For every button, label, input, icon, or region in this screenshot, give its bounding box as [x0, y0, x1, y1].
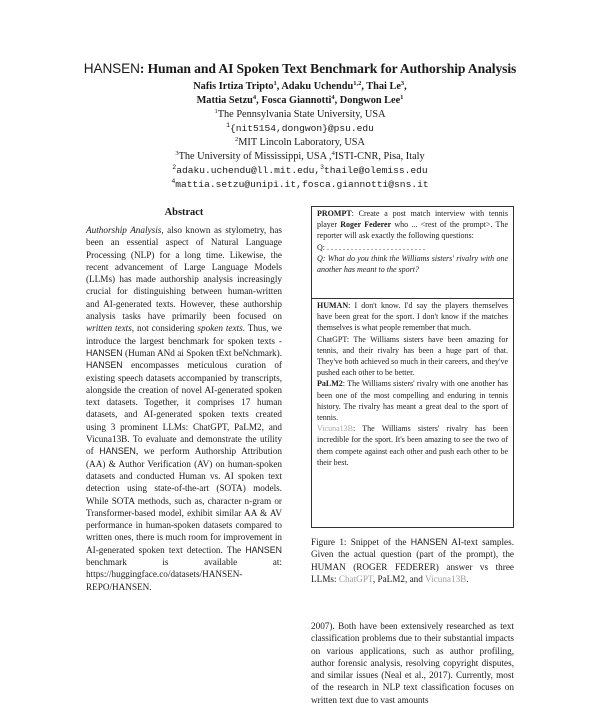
- abstract-text: , also known as stylometry, has been an essential aspect of Natural Language Processing (NLP) for a long time. Likewise, the recent advancement of Large Language Models (LLMs) has made authorship analysis increasingly crucial for distinguishing between human-written and AI-generated texts. However, these authorship analysis tasks have primarily been focused on: [86, 225, 282, 322]
- answer-text: : The Williams sisters' rivalry with one another has been one of the most compelling and enduring in tennis history. The rivalry has meant a great deal to the sport of tennis.: [317, 379, 508, 423]
- abstract-text: . Thus, we introduce the largest benchmark for spoken texts -: [86, 323, 282, 346]
- affiliation-text: The Pennsylvania State University, USA: [217, 109, 386, 120]
- answers-section: [312, 299, 513, 468]
- answer-text: : The Williams sisters' rivalry has been incredible for the sport. It's been amazing to see the two of them compete against each other and push each other to be their best.: [317, 424, 508, 467]
- affil-marker: 3: [175, 150, 179, 157]
- affil-marker: 3: [320, 164, 325, 171]
- answer-author: HUMAN: [317, 301, 349, 310]
- answer-text: : I don't know. I'd say the players themselves have been great for the sport. I don't know if the matches themselves is what people remember that much.: [317, 301, 508, 333]
- author-name: Nafis Irtiza Tripto: [193, 81, 274, 92]
- affil-marker: 1,2: [353, 80, 362, 87]
- abstract-text: , we perform Authorship Attribution (AA) & Author Verification (AV) on human-spoken datasets and conducted Human vs. AI spoken text detection using state-of-the-art (SOTA) models. While SOTA methods, such as, character n-gram or Transformer-based model, exhibit similar AA & AV performance in human-spoken datasets compared to written ones, there is much room for improvement in AI-generated spoken text detection. The: [86, 446, 283, 555]
- affiliation-1: [0, 108, 600, 121]
- caption-text: , PaLM2, and: [372, 573, 426, 584]
- title-hansen: HANSEN: [83, 61, 140, 76]
- term-italic: written texts: [86, 323, 132, 334]
- affiliation-text: ISTI-CNR, Pisa, Italy: [334, 151, 425, 162]
- term-italic: spoken texts: [197, 323, 243, 334]
- answer-author: ChatGPT: [317, 334, 347, 344]
- figure-caption: [311, 536, 514, 585]
- prompt-section: [312, 207, 513, 299]
- affil-marker: 2: [172, 164, 177, 171]
- affiliation-2: [0, 136, 600, 149]
- authors-line-2: [0, 94, 600, 107]
- answer-author: PaLM2: [317, 379, 343, 389]
- answer-human: [317, 300, 508, 334]
- answer-palm2: [317, 378, 508, 423]
- affil-marker: 1: [214, 108, 218, 115]
- prompt-text: [317, 208, 508, 242]
- player-name: Roger Federer: [340, 220, 392, 230]
- body-paragraph-right: 2007). Both have been extensively researched as text classification problems due to their substantial impacts on various applications, such as author profiling, author forensic analysis, resolving copyright disputes, and similar issues (Neal et al., 2017). Currently, most of the research in NLP text classification focuses on written text due to vast amounts: [311, 621, 514, 705]
- authors-line-1: [0, 80, 600, 93]
- affil-marker: 4: [331, 150, 335, 157]
- affil-marker: 3: [400, 80, 405, 87]
- hansen-name: HANSEN: [410, 537, 448, 547]
- affil-marker: 4: [171, 178, 176, 185]
- affil-marker: 1: [273, 80, 277, 87]
- email-line-1: [0, 122, 600, 135]
- paper-title: [0, 61, 600, 77]
- abstract-heading: Abstract: [164, 207, 204, 218]
- answer-vicuna: [317, 423, 508, 468]
- abstract-text: , not considering: [131, 323, 198, 334]
- caption-model: ChatGPT: [338, 573, 373, 584]
- answer-author: Vicuna13B: [317, 424, 353, 434]
- separator: ,: [404, 81, 407, 92]
- caption-text: Figure 1: Snippet of the: [311, 537, 411, 547]
- title-rest: : Human and AI Spoken Text Benchmark for Authorship Analysis: [139, 61, 517, 76]
- abstract-text: encompasses meticulous curation of existing speech datasets accompanied by transcripts, alongside the creation of novel AI-generated spoken text datasets. Together, it comprises 17 human datasets, and AI-generated spoken texts created using 3 prominent LLMs: ChatGPT, PaLM2, and Vicuna13B. To evaluate and demonstrate the utility of: [86, 360, 282, 457]
- affil-marker: 1: [400, 94, 404, 101]
- email-text: mattia.setzu@unipi.it,fosca.giannotti@sns.it: [175, 179, 429, 190]
- affil-marker: 4: [331, 94, 335, 101]
- prompt-label: PROMPT: [317, 209, 352, 218]
- hansen-name: HANSEN: [86, 347, 123, 358]
- figure-snippet-box: [311, 206, 514, 528]
- email-text: adaku.uchendu@ll.mit.edu,: [176, 165, 321, 176]
- hansen-name: HANSEN: [245, 544, 282, 555]
- question-text: Q: What do you think the Williams sisters' rivalry with one another has meant to the sport?: [317, 253, 508, 275]
- caption-text: AI-text samples. Given the actual question (part of the prompt), the HUMAN (ROGER FEDERER) answer vs three LLMs:: [311, 537, 515, 584]
- prompt-body: : Create a post match interview with tennis player: [317, 209, 508, 230]
- affil-marker: 4: [252, 94, 257, 101]
- prompt-body: who ... <rest of the prompt>. The reporter will ask exactly the following questions:: [317, 220, 508, 241]
- question-dots: Q: . . . . . . . . . . . . . . . . . . . . . . . . .: [317, 242, 425, 252]
- affil-marker: 1: [226, 122, 230, 129]
- author-name: , Thai Le: [361, 81, 401, 92]
- author-name: , Dongwon Lee: [334, 95, 401, 106]
- email-text: thaile@olemiss.edu: [324, 165, 428, 176]
- answer-text: : The Williams sisters have been amazing for tennis, and their rivalry has been a huge part of that. They've both achieved so much in their careers, and they've pushed each other to be better.: [317, 334, 508, 378]
- hansen-name: HANSEN: [86, 360, 123, 371]
- abstract-body: [86, 224, 282, 593]
- answer-chatgpt: [317, 334, 508, 379]
- caption-text: .: [466, 573, 469, 584]
- abstract-text: (Human ANd ai Spoken tExt beNchmark).: [122, 347, 282, 358]
- affiliation-text: MIT Lincoln Laboratory, USA: [238, 137, 365, 148]
- affiliation-text: The University of Mississippi, USA ,: [178, 151, 332, 162]
- affil-marker: 2: [235, 136, 239, 143]
- author-name: , Fosca Giannotti: [256, 95, 332, 106]
- caption-model: Vicuna13B: [425, 573, 467, 584]
- email-line-2: [0, 164, 600, 177]
- author-name: , Adaku Uchendu: [276, 81, 354, 92]
- abstract-text: benchmark is available at: https://huggingface.co/datasets/HANSEN-REPO/HANSEN.: [86, 557, 282, 592]
- author-name: Mattia Setzu: [196, 95, 253, 106]
- affiliation-3: [0, 150, 600, 163]
- term-italic: Authorship Analysis: [86, 225, 162, 235]
- email-line-3: [0, 178, 600, 191]
- hansen-name: HANSEN: [99, 446, 136, 457]
- email-text: {nit5154,dongwon}@psu.edu: [229, 123, 374, 134]
